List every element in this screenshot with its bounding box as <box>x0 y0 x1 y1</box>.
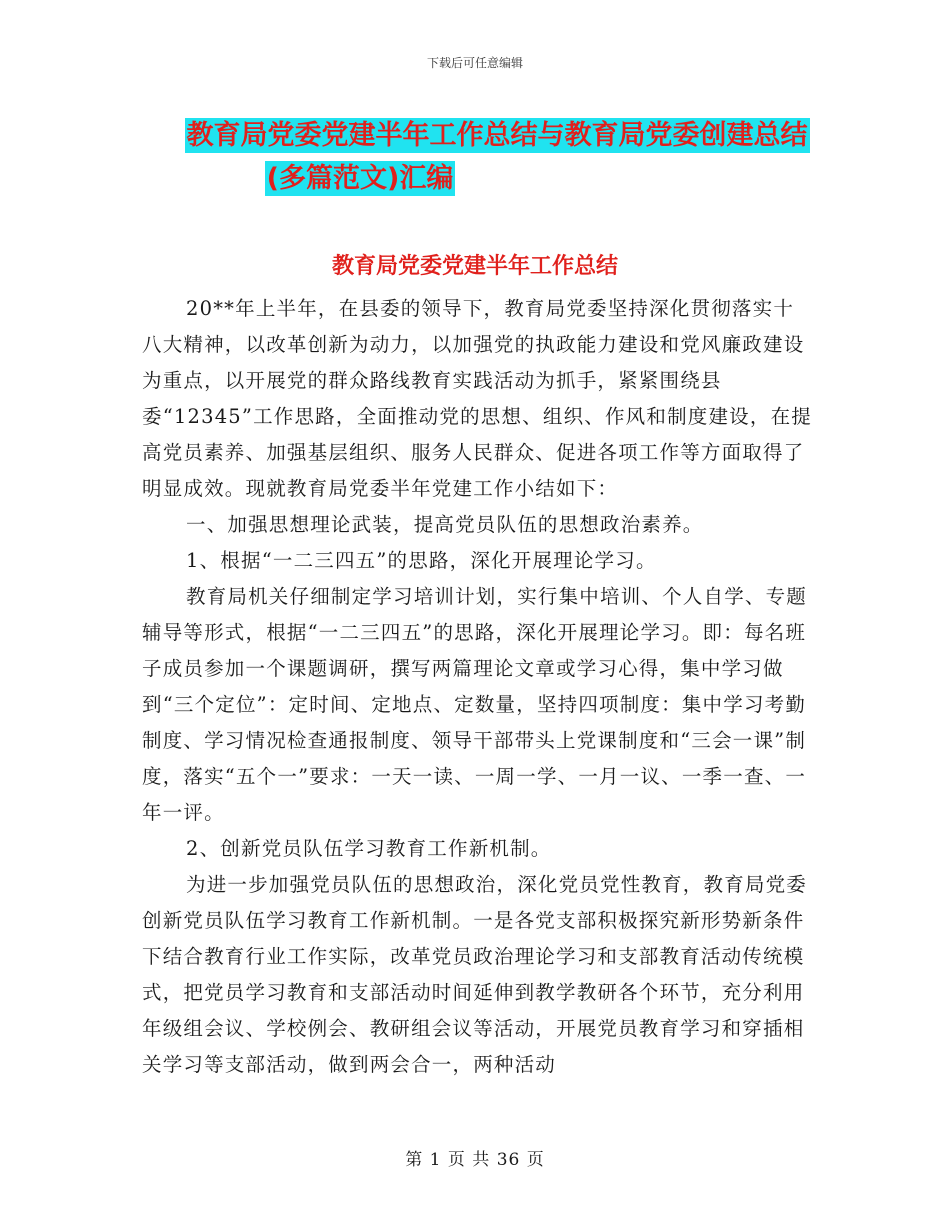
paragraph-intro: 20**年上半年，在县委的领导下，教育局党委坚持深化贯彻落实十八大精神，以改革创新为动力，以加强党的执政能力建设和党风廉政建设为重点，以开展党的群众路线教育实践活动为抓手，紧紧围绕县委“12345”工作思路，全面推动党的思想、组织、作风和制度建设，在提高党员素养、加强基层组织、服务人民群众、促进各项工作等方面取得了明显成效。现就教育局党委半年党建工作小结如下： <box>142 297 812 500</box>
document-title-line-2: (多篇范文)汇编 <box>266 163 454 194</box>
paragraph-new-mechanism: 为进一步加强党员队伍的思想政治，深化党员党性教育，教育局党委创新党员队伍学习教育工作新机制。一是各党支部积极探究新形势新条件下结合教育行业工作实际，改革党员政治理论学习和支部教育活动传统模式，把党员学习教育和支部活动时间延伸到教学教研各个环节，充分利用年级组会议、学校例会、教研组会议等活动，开展党员教育学习和穿插相关学习等支部活动，做到两会合一，两种活动 <box>142 873 808 1076</box>
section-title: 教育局党委党建半年工作总结 <box>331 254 618 279</box>
header-note: 下载后可任意编辑 <box>426 56 523 70</box>
subheading-2: 2、创新党员队伍学习教育工作新机制。 <box>186 837 552 860</box>
heading-section-1: 一、加强思想理论武装，提高党员队伍的思想政治素养。 <box>186 513 704 536</box>
body-text <box>142 291 814 1083</box>
document-title-line-1: 教育局党委党建半年工作总结与教育局党委创建总结 <box>186 120 808 151</box>
page-footer: 第 1 页 共 36 页 <box>405 1150 545 1170</box>
subheading-1: 1、根据“一二三四五”的思路，深化开展理论学习。 <box>186 549 657 572</box>
paragraph-study-plan: 教育局机关仔细制定学习培训计划，实行集中培训、个人自学、专题辅导等形式，根据“一二三四五”的思路，深化开展理论学习。即：每名班子成员参加一个课题调研，撰写两篇理论文章或学习心得，集中学习做到“三个定位”：定时间、定地点、定数量，坚持四项制度：集中学习考勤制度、学习情况检查通报制度、领导干部带头上党课制度和“三会一课”制度，落实“五个一”要求：一天一读、一周一学、一月一议、一季一查、一年一评。 <box>142 585 808 824</box>
